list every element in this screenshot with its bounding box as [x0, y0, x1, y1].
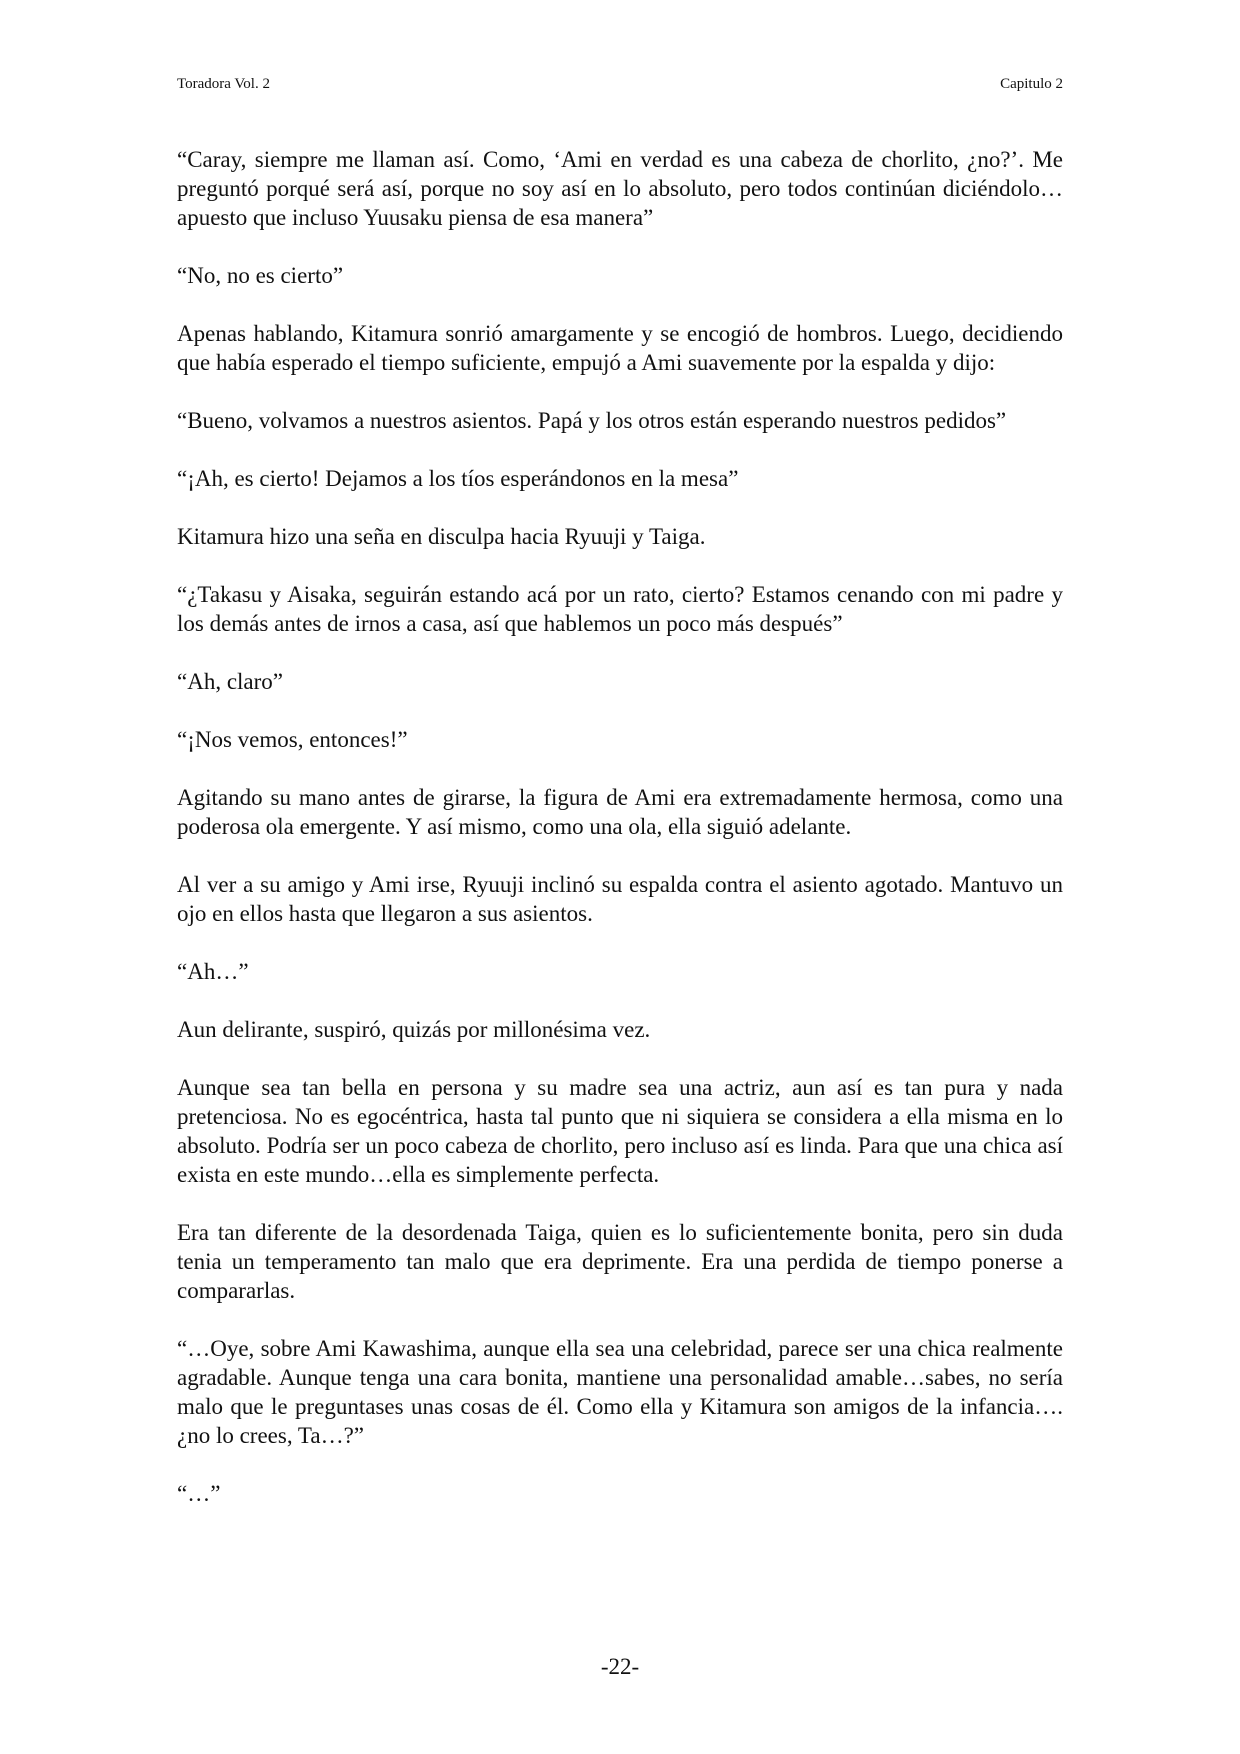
paragraph: Aunque sea tan bella en persona y su madre sea una actriz, aun así es tan pura y nada pretenciosa. No es egocéntrica, hasta tal punto que ni siquiera se considera a ella misma en lo absoluto. Podría ser un poco cabeza de chorlito, pero incluso así es linda. Para que una chica así exista en este mundo…ella es simplemente perfecta.	[177, 1075, 1063, 1187]
paragraph: “…Oye, sobre Ami Kawashima, aunque ella sea una celebridad, parece ser una chica realmente agradable. Aunque tenga una cara bonita, mantiene una personalidad amable…sabes, no sería malo que le preguntases unas cosas de él. Como ella y Kitamura son amigos de la infancia…. ¿no lo crees, Ta…?”	[177, 1336, 1063, 1448]
paragraph: Agitando su mano antes de girarse, la figura de Ami era extremadamente hermosa, como una poderosa ola emergente. Y así mismo, como una ola, ella siguió adelante.	[177, 785, 1063, 839]
paragraph: “…”	[177, 1481, 221, 1506]
page-footer	[0, 1653, 1240, 1681]
page-header	[177, 74, 1063, 94]
paragraph: Aun delirante, suspiró, quizás por millonésima vez.	[177, 1017, 651, 1042]
page-number: -22-	[600, 1654, 640, 1679]
paragraph: Apenas hablando, Kitamura sonrió amargamente y se encogió de hombros. Luego, decidiendo que había esperado el tiempo suficiente, empujó a Ami suavemente por la espalda y dijo:	[177, 321, 1063, 375]
paragraph: “Ah…”	[177, 959, 249, 984]
paragraph: “¿Takasu y Aisaka, seguirán estando acá por un rato, cierto? Estamos cenando con mi padre y los demás antes de irnos a casa, así que hablemos un poco más después”	[177, 582, 1063, 636]
paragraph: “Caray, siempre me llaman así. Como, ‘Ami en verdad es una cabeza de chorlito, ¿no?’. Me preguntó porqué será así, porque no soy así en lo absoluto, pero todos continúan diciéndolo…apuesto que incluso Yuusaku piensa de esa manera”	[177, 147, 1063, 230]
paragraph: “Bueno, volvamos a nuestros asientos. Papá y los otros están esperando nuestros pedidos”	[177, 408, 1007, 433]
paragraph: Era tan diferente de la desordenada Taiga, quien es lo suficientemente bonita, pero sin duda tenia un temperamento tan malo que era deprimente. Era una perdida de tiempo ponerse a compararlas.	[177, 1220, 1063, 1303]
paragraph: “¡Nos vemos, entonces!”	[177, 727, 408, 752]
paragraph: “¡Ah, es cierto! Dejamos a los tíos esperándonos en la mesa”	[177, 466, 739, 491]
paragraph: Kitamura hizo una seña en disculpa hacia Ryuuji y Taiga.	[177, 524, 706, 549]
book-title: Toradora Vol. 2	[177, 76, 270, 92]
paragraph: “No, no es cierto”	[177, 263, 344, 288]
paragraph: “Ah, claro”	[177, 669, 283, 694]
chapter-label: Capitulo 2	[1000, 76, 1063, 92]
paragraph: Al ver a su amigo y Ami irse, Ryuuji inclinó su espalda contra el asiento agotado. Mantuvo un ojo en ellos hasta que llegaron a sus asientos.	[177, 872, 1063, 926]
body-text	[177, 145, 1063, 1537]
